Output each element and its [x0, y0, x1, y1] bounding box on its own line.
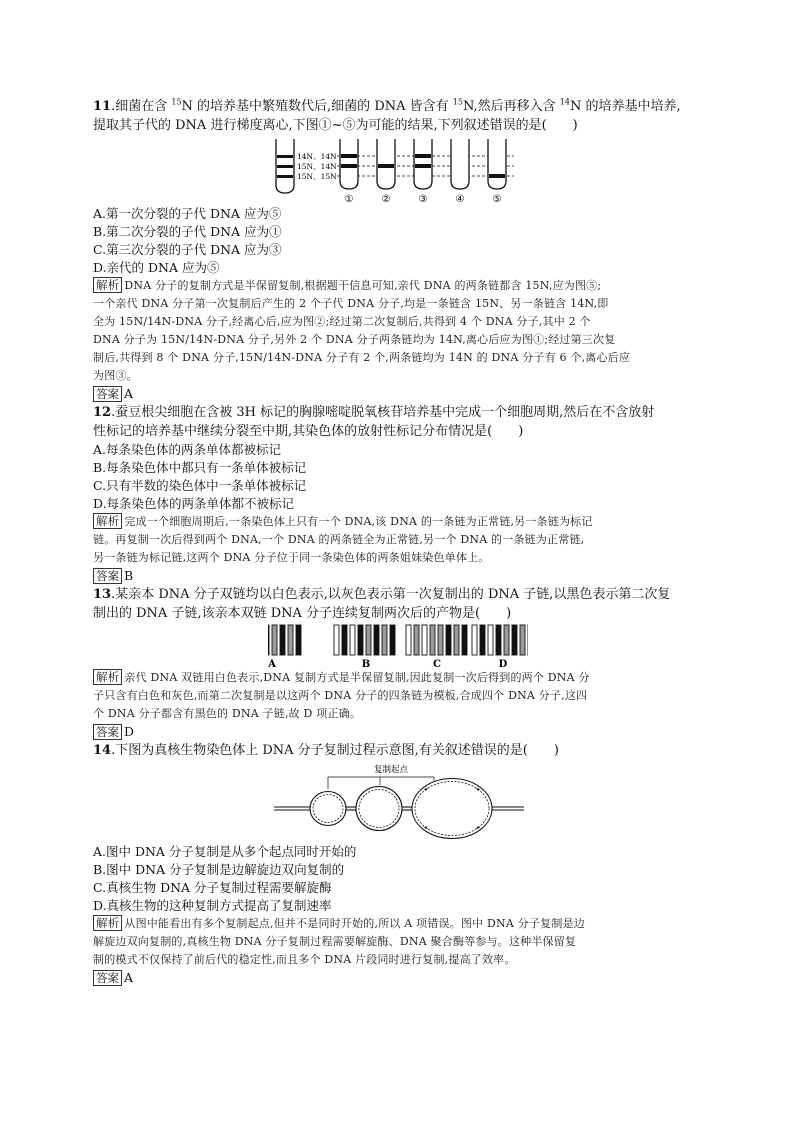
answer-value: A [124, 386, 134, 401]
dna-strands-figure [268, 623, 528, 669]
answer-line [93, 567, 705, 585]
option-label-d: D [498, 659, 508, 669]
tube-1 [340, 139, 358, 189]
replication-bubble-1 [310, 791, 346, 825]
dna-strand [296, 625, 301, 655]
dna-strand [472, 625, 477, 655]
analysis-line: DNA 分子为 15N/14N-DNA 分子,另外 2 个 DNA 分子两条链均为 14N,离心后应为图①;经过第三次复 [93, 333, 616, 346]
option-b: B.第二次分裂的子代 DNA 应为① [93, 224, 282, 239]
option-d: D.每条染色体的两条单体都不被标记 [93, 496, 295, 511]
reference-tube [276, 139, 294, 193]
dna-strand [504, 625, 509, 655]
dna-strand [374, 625, 379, 655]
tube-label-1: ① [344, 194, 354, 205]
replication-bubbles-figure [274, 761, 524, 843]
option-label-c: C [433, 659, 441, 669]
question-14-stem [93, 742, 705, 761]
analysis-line: 全为 15N/14N-DNA 分子,经离心后,应为图②;经过第二次复制后,共得到 4 个 DNA 分子,其中 2 个 [93, 315, 591, 328]
stem-part: N,然后再移入含 [462, 99, 560, 114]
question-13 [93, 586, 705, 741]
option-a: A.第一次分裂的子代 DNA 应为⑤ [93, 206, 282, 221]
centrifuge-tubes-figure [274, 135, 524, 205]
tube-label-3: ③ [418, 194, 428, 205]
option-b: B.图中 DNA 分子复制是边解旋边双向复制的 [93, 861, 345, 877]
question-14 [93, 742, 705, 987]
option-c: C.真核生物 DNA 分子复制过程需要解旋酶 [93, 879, 332, 895]
answer-value: B [124, 568, 134, 583]
analysis-line [93, 277, 705, 295]
analysis-line [93, 513, 705, 531]
question-13-stem-line2: 制出的 DNA 子链,该亲本双链 DNA 分子连续复制两次后的产物是( ) [93, 605, 512, 621]
analysis-text: DNA 分子的复制方式是半保留复制,根据题干信息可知,亲代 DNA 的两条链都含 15N,应为图⑤; [124, 279, 602, 292]
option-label-b: B [361, 659, 371, 669]
option-c: C.只有半数的染色体中一条单体被标记 [93, 478, 307, 493]
tube-label-2: ② [381, 194, 391, 205]
tube-label-4: ④ [455, 194, 465, 205]
question-12-stem [93, 404, 705, 423]
band-label-heavy: 15N、15N [297, 172, 337, 181]
dna-strand [414, 625, 419, 655]
question-11-stem-line2: 提取其子代的 DNA 进行梯度离心,下图①~⑤为可能的结果,下列叙述错误的是( ) [93, 117, 578, 133]
superscript: 15 [452, 97, 463, 107]
dna-strand [488, 625, 493, 655]
question-13-stem [93, 586, 705, 605]
answer-tag: 答案 [93, 970, 122, 986]
option-b: B.每条染色体中都只有一条单体被标记 [93, 460, 307, 475]
dna-strand [422, 625, 427, 655]
dna-strand [446, 625, 451, 655]
analysis-line: 制后,共得到 8 个 DNA 分子,15N/14N-DNA 分子有 2 个,两条链均为 14N 的 DNA 分子有 6 个,离心后应 [93, 351, 631, 364]
analysis-line [93, 669, 705, 687]
question-number: 14 [93, 743, 112, 758]
question-number: 13 [93, 587, 112, 602]
analysis-line: 个 DNA 分子都含有黑色的 DNA 子链,故 D 项正确。 [93, 707, 362, 720]
dna-strand [512, 625, 517, 655]
dna-strand [288, 625, 293, 655]
question-page [93, 98, 705, 988]
analysis-text: 亲代 DNA 双链用白色表示,DNA 复制方式是半保留复制,因此复制一次后得到的两个 DNA 分 [124, 671, 590, 684]
dna-strand [334, 625, 339, 655]
tube-4 [451, 139, 469, 189]
dna-strand [390, 625, 395, 655]
analysis-line: 解旋边双向复制的,真核生物 DNA 分子复制过程需要解旋酶、DNA 聚合酶等参与。这种半保留复 [93, 934, 577, 948]
dna-strand [454, 625, 459, 655]
dna-strand [280, 625, 285, 655]
dna-strand [480, 625, 485, 655]
analysis-tag: 解析 [93, 277, 122, 293]
dna-strand [268, 625, 269, 655]
question-11-stem [93, 98, 705, 117]
question-12-stem-line2: 性标记的培养基中继续分裂至中期,其染色体的放射性标记分布情况是( ) [93, 423, 524, 439]
dna-strand [350, 625, 355, 655]
option-d: D.真核生物的这种复制方式提高了复制速率 [93, 897, 332, 913]
band-label-light: 14N、14N [297, 152, 337, 161]
stem-part: N 的培养基中培养, [569, 99, 681, 114]
option-a: A.图中 DNA 分子复制是从多个起点同时开始的 [93, 843, 357, 859]
dna-strand [430, 625, 435, 655]
band-label-mid: 15N、14N [297, 162, 337, 171]
analysis-tag: 解析 [93, 915, 122, 931]
dna-strand [342, 625, 347, 655]
superscript: 14 [559, 97, 570, 107]
answer-tag: 答案 [93, 386, 122, 402]
analysis-line: 制的模式不仅保持了前后代的稳定性,而且多个 DNA 片段同时进行复制,提高了效率。 [93, 952, 516, 966]
dna-strand [366, 625, 371, 655]
answer-line [93, 969, 705, 987]
stem-part: .细菌在含 [111, 99, 172, 114]
dna-strand [496, 625, 501, 655]
stem-part: .下图为真核生物染色体上 DNA 分子复制过程示意图,有关叙述错误的是( ) [111, 743, 559, 758]
stem-part: .蚕豆根尖细胞在含被 3H 标记的胸腺嘧啶脱氧核苷培养基中完成一个细胞周期,然后在不含放射 [111, 405, 655, 420]
answer-line [93, 723, 705, 741]
stem-part: N 的培养基中繁殖数代后,细菌的 DNA 皆含有 [181, 99, 453, 114]
analysis-tag: 解析 [93, 669, 122, 685]
tube-2 [377, 139, 395, 189]
replication-bubble-3 [412, 778, 492, 838]
superscript: 15 [171, 97, 182, 107]
origin-label: 复制起点 [374, 764, 409, 775]
dna-strand [462, 625, 467, 655]
replication-bubble-2 [356, 786, 402, 830]
analysis-line: 链。再复制一次后得到两个 DNA,一个 DNA 的两条链全为正常链,另一个 DNA 的一条链为正常链, [93, 533, 585, 546]
option-c: C.第三次分裂的子代 DNA 应为③ [93, 242, 282, 257]
tube-3 [414, 139, 432, 189]
tube-5 [488, 139, 506, 189]
analysis-line: 一个亲代 DNA 分子第一次复制后产生的 2 个子代 DNA 分子,均是一条链含 15N、另一条链含 14N,即 [93, 297, 609, 310]
analysis-line: 子只含有白色和灰色,而第二次复制是以这两个 DNA 分子的四条链为模板,合成四个 DNA 分子,这四 [93, 689, 588, 702]
answer-tag: 答案 [93, 568, 122, 584]
option-d: D.亲代的 DNA 应为⑤ [93, 260, 220, 275]
dna-strand [272, 625, 277, 655]
tube-label-5: ⑤ [492, 194, 502, 205]
question-number: 11 [93, 99, 112, 114]
question-12 [93, 404, 705, 585]
analysis-line: 另一条链为标记链,这两个 DNA 分子位于同一条染色体的两条姐妹染色单体上。 [93, 551, 490, 564]
dna-strand [382, 625, 387, 655]
dna-strand [358, 625, 363, 655]
answer-line [93, 385, 705, 403]
option-label-a: A [268, 659, 276, 669]
dna-strand [520, 625, 525, 655]
question-number: 12 [93, 405, 112, 420]
dna-strand [406, 625, 411, 655]
answer-value: A [124, 969, 134, 985]
analysis-text: 完成一个细胞周期后,一条染色体上只有一个 DNA,该 DNA 的一条链为正常链,另一条链为标记 [124, 515, 593, 528]
analysis-tag: 解析 [93, 513, 122, 529]
analysis-line: 为图③。 [93, 369, 138, 382]
question-11 [93, 98, 705, 403]
dna-strand [438, 625, 443, 655]
answer-tag: 答案 [93, 724, 122, 740]
strand-groups [268, 625, 528, 655]
option-a: A.每条染色体的两条单体都被标记 [93, 442, 282, 457]
analysis-line [93, 915, 705, 933]
answer-value: D [124, 724, 135, 739]
analysis-text: 从图中能看出有多个复制起点,但并不是同时开始的,所以 A 项错误。图中 DNA 分子复制是边 [124, 916, 585, 930]
stem-part: .某亲本 DNA 分子双链均以白色表示,以灰色表示第一次复制出的 DNA 子链,以黑色表示第二次复 [111, 587, 671, 602]
